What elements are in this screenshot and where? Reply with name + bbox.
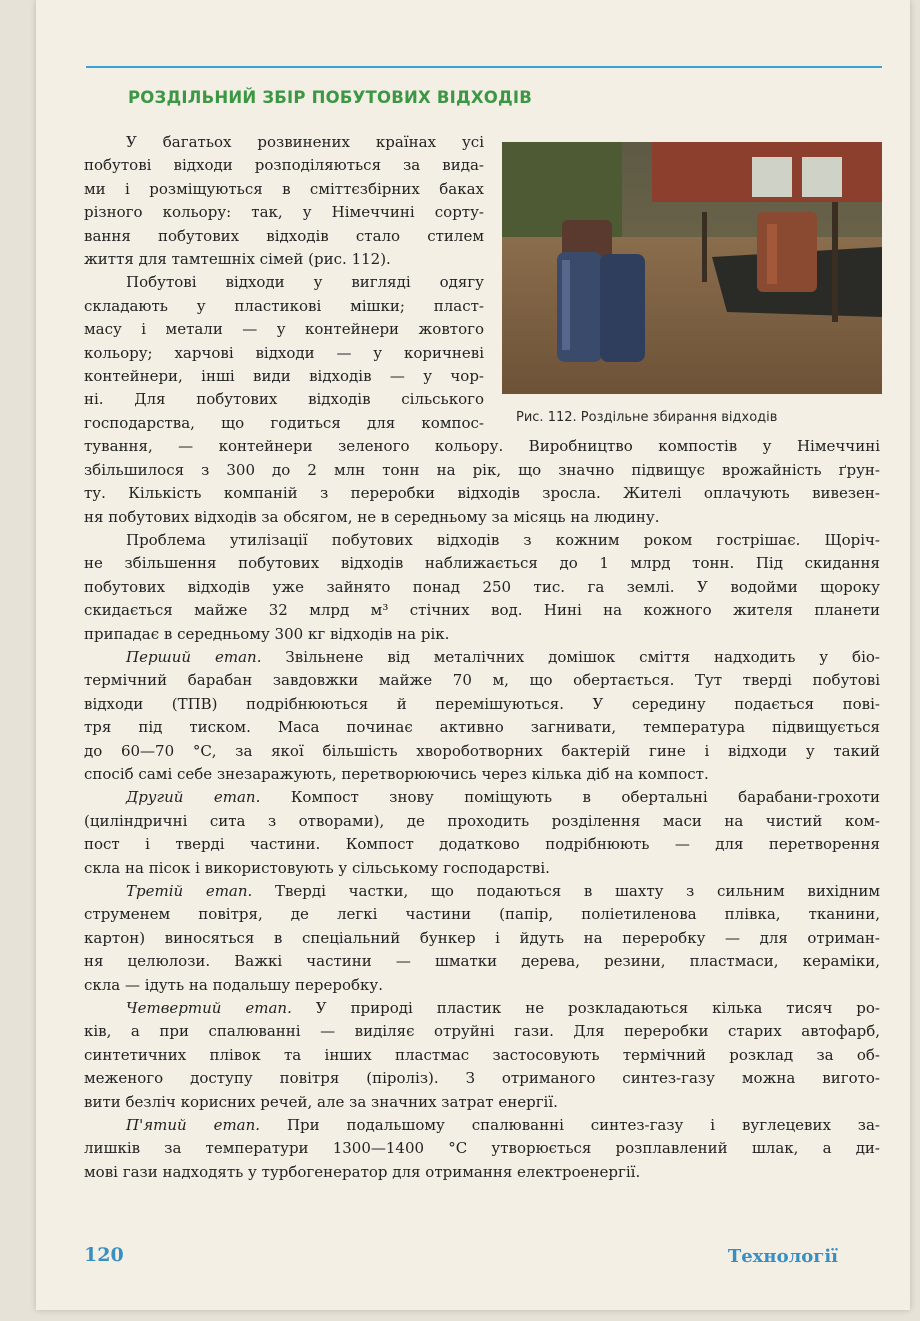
- text-line: складають у пластикові мішки; пласт-: [84, 296, 484, 315]
- text-line: вання побутових відходів стало стилем: [84, 226, 484, 245]
- text-line: ня целюлози. Важкі частини — шматки дерева, резини, пластмаси, кераміки,: [84, 952, 880, 971]
- stage-label: Четвертий етап.: [126, 999, 292, 1018]
- text-line: життя для тамтешніх сімей (рис. 112).: [84, 250, 391, 269]
- text-line: Побутові відходи у вигляді одягу: [126, 273, 484, 292]
- figure-caption: Рис. 112. Роздільне збирання відходів: [516, 410, 778, 425]
- text-line: тування, — контейнери зеленого кольору. Виробництво компостів у Німеччині: [84, 437, 880, 456]
- text-line: припадає в середньому 300 кг відходів на рік.: [84, 624, 450, 643]
- text-line: спосіб самі себе знезаражують, перетворюючись через кілька діб на компост.: [84, 764, 709, 783]
- text-line: різного кольору: так, у Німеччині сорту-: [84, 203, 484, 222]
- text-line: вити безліч корисних речей, але за значних затрат енергії.: [84, 1092, 558, 1111]
- text-line: Проблема утилізації побутових відходів з кожним роком гострішає. Щоріч-: [126, 530, 880, 549]
- text-line: картон) виносяться в спеціальний бункер і йдуть на переробку — для отриман-: [84, 928, 880, 947]
- text-line: ні. Для побутових відходів сільського: [84, 390, 484, 409]
- text-line: відходи (ТПВ) подрібнюються й перемішуються. У середину подається пові-: [84, 694, 880, 713]
- text-line: Перший етап. Звільнене від металічних домішок сміття надходить у біо-: [126, 647, 880, 666]
- text-line: ту. Кількість компаній з переробки відходів зросла. Жителі оплачують вивезен-: [84, 484, 880, 503]
- section-title: РОЗДІЛЬНИЙ ЗБІР ПОБУТОВИХ ВІДХОДІВ: [128, 88, 533, 107]
- text-line: контейнери, інші види відходів — у чор-: [84, 367, 484, 386]
- text-line: пост і тверді частини. Компост додатково подрібнюють — для перетворення: [84, 835, 880, 854]
- text-line: Четвертий етап. У природі пластик не розкладаються кілька тисяч ро-: [126, 999, 880, 1018]
- text-line: меженого доступу повітря (піроліз). З отриманого синтез-газу можна вигото-: [84, 1069, 880, 1088]
- text-line: П'ятий етап. При подальшому спалюванні синтез-газу і вуглецевих за-: [126, 1116, 880, 1135]
- text-line: мові гази надходять у турбогенератор для отримання електроенергії.: [84, 1162, 641, 1181]
- text-line: скла на пісок і використовують у сільському господарстві.: [84, 858, 550, 877]
- text-beside-figure: [84, 131, 880, 435]
- text-line: ми і розміщуються в сміттєзбірних баках: [84, 179, 484, 198]
- text-line: струменем повітря, де легкі частини (папір, поліетиленова плівка, тканини,: [84, 905, 880, 924]
- stage-label: Другий етап.: [126, 788, 261, 807]
- text-line: термічний барабан завдовжки майже 70 м, що обертається. Тут тверді побутові: [84, 671, 880, 690]
- text-line: ків, а при спалюванні — виділяє отруйні гази. Для переробки старих автофарб,: [84, 1022, 880, 1041]
- text-line: синтетичних плівок та інших пластмас застосовують термічний розклад за об-: [84, 1045, 880, 1064]
- text-line: ня побутових відходів за обсягом, не в середньому за місяць на людину.: [84, 507, 660, 526]
- textbook-page: [36, 0, 910, 1310]
- top-rule: [86, 66, 882, 68]
- text-line: до 60—70 °С, за якої більшість хвороботворних бактерій гине і відходи у такий: [84, 741, 880, 760]
- stage-label: Перший етап.: [126, 647, 262, 666]
- text-line: збільшилося з 300 до 2 млн тонн на рік, що значно підвищує врожайність ґрун-: [84, 460, 880, 479]
- text-line: тря під тиском. Маса починає активно загнивати, температура підвищується: [84, 718, 880, 737]
- text-line: побутові відходи розподіляються за вида-: [84, 156, 484, 175]
- stage-label: Третій етап.: [126, 882, 253, 900]
- text-line: побутових відходів уже зайнято понад 250 тис. га землі. У водойми щороку: [84, 577, 880, 596]
- stage-label: П'ятий етап.: [126, 1116, 261, 1135]
- text-line: господарства, що годиться для компос-: [84, 413, 484, 432]
- text-full-width: [84, 435, 880, 1184]
- text-line: (циліндричні сита з отворами), де проходить розділення маси на чистий ком-: [84, 811, 880, 830]
- body-text: [84, 131, 880, 1184]
- text-line: лишків за температури 1300—1400 °С утворюється розплавлений шлак, а ди-: [84, 1139, 880, 1158]
- text-line: скла — ідуть на подальшу переробку.: [84, 975, 384, 994]
- text-line: Другий етап. Компост знову поміщують в обертальні барабани-грохоти: [126, 788, 880, 807]
- text-line: масу і метали — у контейнери жовтого: [84, 320, 484, 339]
- page-number: 120: [84, 1244, 124, 1266]
- text-line: скидається майже 32 млрд м³ стічних вод. Нині на кожного жителя планети: [84, 601, 880, 620]
- book-title: Технології: [727, 1246, 838, 1267]
- text-line: Третій етап. Тверді частки, що подаються в шахту з сильним вихідним: [126, 882, 880, 900]
- text-line: кольору; харчові відходи — у коричневі: [84, 343, 484, 362]
- text-line: не збільшення побутових відходів наближається до 1 млрд тонн. Під скидання: [84, 554, 880, 573]
- text-line: У багатьох розвинених країнах усі: [126, 133, 484, 151]
